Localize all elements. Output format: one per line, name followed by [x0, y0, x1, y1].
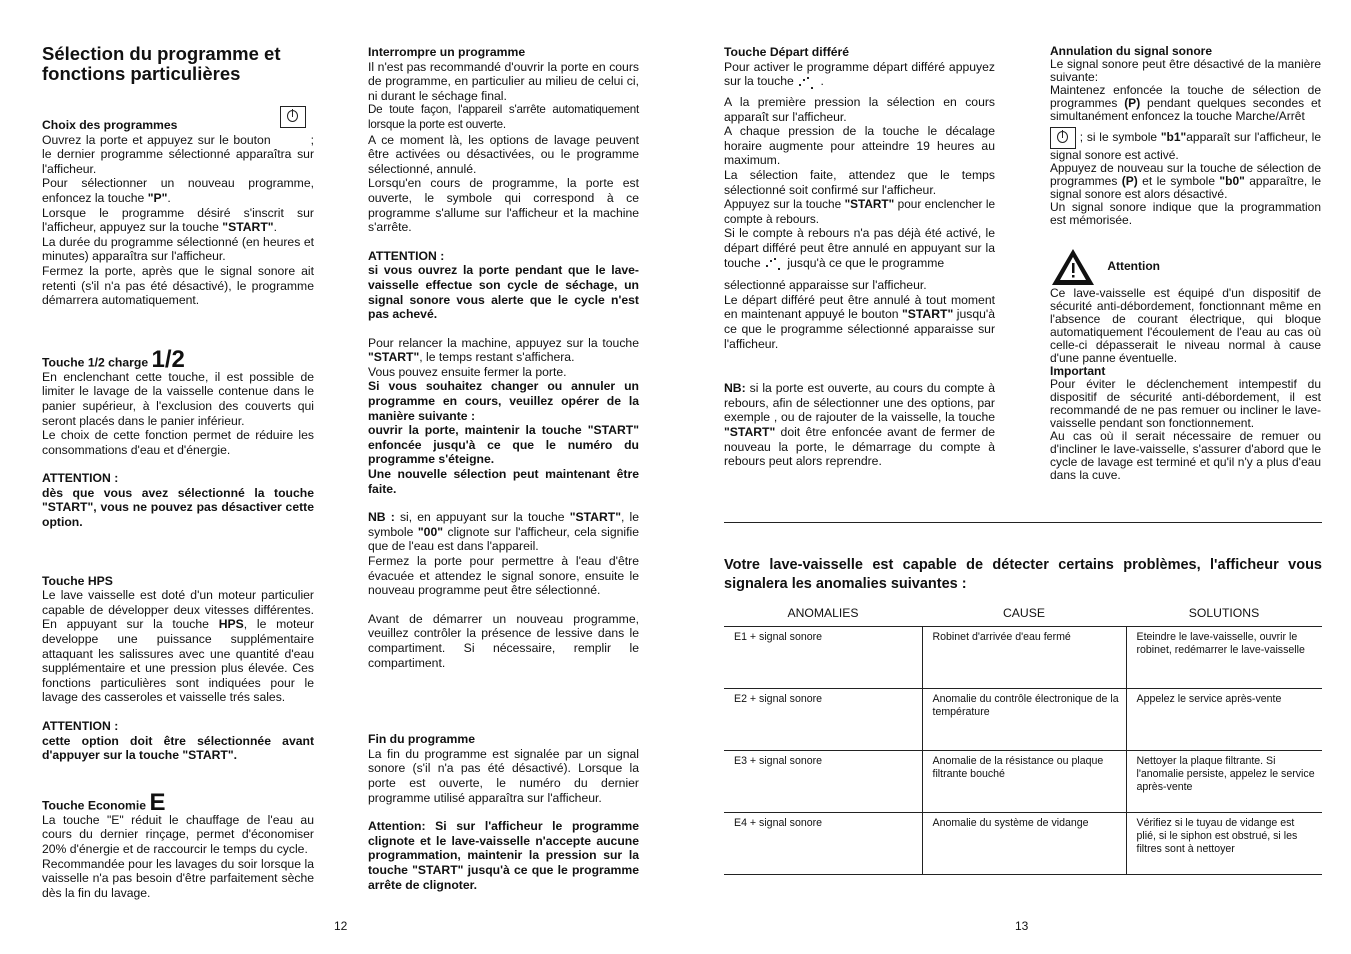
choix-paragraph-4: La durée du programme sélectionné (en heures et minutes) apparaîtra sur l'afficheur. [42, 234, 314, 264]
interrompre-paragraph-1: Il n'est pas recommandé d'ouvrir la porte en cours de programme, en particulier au milieu de celui ci, ni durant le séchage final. [368, 59, 639, 103]
table-row [724, 813, 1322, 875]
depart-paragraph-7: sélectionné apparaisse sur l'afficheur. [724, 278, 927, 293]
economie-paragraph-1: La touche "E" réduit le chauffage de l'eau au cours du dernier rinçage, permet d'économiser 20% d'énergie et de raccourcir le temps du cycle. [42, 812, 314, 856]
demi-charge-paragraph-1: En enclenchant cette touche, il est possible de limiter le lavage de la vaisselle contenue dans le panier supérieur, à l'exclusion des couverts qui seront placés dans le panier inférieur. [42, 369, 314, 428]
header-cause: CAUSE [1003, 606, 1045, 620]
table-cell: E4 + signal sonore [724, 813, 922, 875]
annulation-heading: Annulation du signal sonore [1050, 44, 1212, 58]
delay-start-icon-2 [764, 256, 784, 270]
annulation-paragraph-1: Le signal sonore peut être désactivé de la manière suivante: [1050, 57, 1321, 84]
depart-heading: Touche Départ différé [724, 45, 850, 59]
anomalies-table [724, 626, 1322, 875]
depart-paragraph-5: Appuyez sur la touche "START" pour enclencher le compte à rebours. [724, 197, 995, 226]
table-cell: E2 + signal sonore [724, 689, 922, 751]
economy-e-icon: E [149, 788, 166, 816]
anomalies-title: Votre lave-vaisselle est capable de détecter certains problèmes, l'afficheur vous signalera les anomalies suivantes : [724, 557, 1322, 592]
hps-paragraph: Le lave vaisselle est doté d'un moteur particulier capable de développer deux vitesses différentes. En appuyant sur la touche HPS, le moteur developpe une puissance supplémentaire attaquant les salissures avec une quantité d'eau supplémentaire et une pression plus élevée. Ces fonctions particulières sont indiquées pour le lavage des casseroles et vaisselle trés sales. [42, 588, 314, 705]
annulation-paragraph-4: Appuyez de nouveau sur la touche de sélection de programmes (P) et le symbole "b0" apparaître, le signal sonore est alors désactivé. [1050, 161, 1322, 201]
table-cell: Anomalie du système de vidange [922, 813, 1126, 875]
interrompre-paragraph-3: A ce moment là, les options de lavage peuvent être activées ou désactivées, ou le programme sélectionné, annulé. [368, 132, 639, 176]
right-column-2 [1050, 45, 1321, 482]
page-title: Sélection du programme et fonctions particulières [42, 43, 281, 84]
demi-charge-paragraph-2: Le choix de cette fonction permet de réduire les consommations d'eau et d'énergie. [42, 428, 314, 457]
delay-start-icon [797, 75, 817, 89]
warning-paragraph-1: Ce lave-vaisselle est équipé d'un dispositif de sécurité anti-débordement, fonctionnant même en l'absence de courant électrique, qui bloque automatiquement l'écoulement de l'eau au cas où celle-ci dépasserait le niveau normal à cause d'une panne éventuelle. [1050, 286, 1321, 365]
depart-paragraph-2: A la première pression la sélection en cours apparaît sur l'afficheur. [724, 94, 995, 124]
warning-paragraph-3: Au cas où il serait nécessaire de remuer ou d'incliner le lave-vaisselle, s'assurer d'abord que le cycle de lavage est terminé et qu'il n'y a plus d'eau dans la cuve. [1050, 429, 1321, 482]
fin-paragraph: La fin du programme est signalée par un signal sonore (s'il n'a pas été désactivé). Lorsque la porte est ouverte, le numéro du dernier programme utilisé apparaîtra sur l'afficheur. [368, 746, 639, 805]
annulation-paragraph-2: Maintenez enfoncée la touche de sélection de programmes (P) pendant quelques secondes et simultanément enfoncez la touche Marche/Arrêt [1050, 83, 1321, 123]
choix-heading: Choix des programmes [42, 118, 178, 132]
table-cell: Anomalie du contrôle électronique de la température [922, 689, 1126, 751]
table-cell: Robinet d'arrivée d'eau fermé [922, 627, 1126, 689]
economie-heading: Touche Economie E [42, 788, 166, 816]
attention-3-text: si vous ouvrez la porte pendant que le lave-vaisselle effectue son cycle de séchage, un signal sonore vous alerte que le cycle n'est pas achevé. [368, 263, 639, 322]
annulation-paragraph-3: ; si le symbole "b1"apparaît sur l'afficheur, le signal sonore est activé. [1050, 127, 1321, 162]
page-number-left: 12 [334, 919, 348, 933]
header-solutions: SOLUTIONS [1188, 606, 1260, 620]
hps-heading: Touche HPS [42, 573, 113, 588]
depart-paragraph-3: A chaque pression de la touche le décalage horaire augmente pour atteindre 19 heures au maximum. [724, 124, 995, 168]
changer-paragraph-3: Une nouvelle sélection peut maintenant être faite. [368, 467, 639, 496]
economie-paragraph-2: Recommandée pour les lavages du soir lorsque la vaisselle n'a pas besoin d'être parfaitement sèche dès la fin du lavage. [42, 856, 314, 900]
depart-paragraph-4: La sélection faite, attendez que le temps sélectionné soit confirmé sur l'afficheur. [724, 167, 995, 197]
warning-heading-row: Attention [1050, 247, 1321, 287]
table-cell: Vérifiez si le tuyau de vidange est plié, si le siphon est obstrué, si les filtres sont à nettoyer [1126, 813, 1322, 875]
changer-paragraph-2: ouvrir la porte, maintenir la touche "START" enfoncée jusqu'à ce que le numéro du programme s'éteigne. [368, 423, 639, 467]
left-column-1 [42, 44, 314, 900]
choix-paragraph-2: Pour sélectionner un nouveau programme, enfoncez la touche "P". [42, 176, 314, 205]
attention-1-heading: ATTENTION : [42, 471, 119, 486]
depart-paragraph-1: Pour activer le programme départ différé appuyez sur la touche . [724, 59, 995, 89]
depart-paragraph-8: Le départ différé peut être annulé à tout moment en maintenant appuyé le bouton "START" jusqu'à ce que le programme sélectionné apparaisse sur l'afficheur. [724, 292, 995, 351]
right-column-1 [724, 45, 995, 469]
choix-paragraph-1: Ouvrez la porte et appuyez sur le bouton ; le dernier programme sélectionné apparaîtra sur l'afficheur. [42, 132, 314, 176]
table-cell: Eteindre le lave-vaisselle, ouvrir le robinet, redémarrer le lave-vaisselle [1126, 627, 1322, 689]
interrompre-paragraph-4: Lorsqu'en cours de programme, la porte est ouverte, le symbole qui correspond à ce programme s'allume sur l'afficheur et la machine s'arrête. [368, 176, 639, 235]
annulation-paragraph-5: Un signal sonore indique que la programmation est mémorisée. [1050, 200, 1321, 227]
fin-heading: Fin du programme [368, 732, 475, 747]
table-cell: E1 + signal sonore [724, 627, 922, 689]
choix-paragraph-5: Fermez la porte, après que le signal sonore ait retenti (s'il n'a pas été désactivé), le programme démarrera automatiquement. [42, 263, 314, 308]
page-number-right: 13 [1015, 919, 1029, 933]
nb2-paragraph: NB: si la porte est ouverte, au cours du compte à rebours, afin de sélectionner une des options, par exemple , ou de rajouter de la vaisselle, la touche "START" doit être enfoncée avant de fermer de nouveau la porte, le démarrage du compte à rebours peut alors reprendre. [724, 381, 995, 469]
table-cell: Nettoyer la plaque filtrante. Si l'anomalie persiste, appelez le service après-vente [1126, 751, 1322, 813]
table-cell: Anomalie de la résistance ou plaque filtrante bouché [922, 751, 1126, 813]
important-heading: Important [1050, 364, 1106, 378]
choix-paragraph-3: Lorsque le programme désiré s'inscrit sur l'afficheur, appuyez sur la touche "START". [42, 205, 314, 235]
table-row [724, 751, 1322, 813]
table-row [724, 627, 1322, 689]
attention-2-text: cette option doit être sélectionnée avant d'appuyer sur la touche "START". [42, 733, 314, 763]
relancer-paragraph: Pour relancer la machine, appuyez sur la touche "START", le temps restant s'affichera. [368, 335, 639, 365]
interrompre-paragraph-2: De toute façon, l'appareil s'arrête automatiquement lorsque la porte est ouverte. [368, 103, 639, 131]
attention-2-heading: ATTENTION : [42, 719, 119, 733]
attention-4-text: Attention: Si sur l'afficheur le programme clignote et le lave-vaisselle n'accepte aucune programmation, maintenir la pression sur la touche "START" jusqu'à ce que le programme arrête de clignoter. [368, 819, 639, 892]
power-button-icon-2 [1050, 127, 1076, 149]
depart-paragraph-6: Si le compte à rebours n'a pas déjà été activé, le départ différé peut être annulé en appuyant sur la touche jusqu'à ce que le programme [724, 226, 995, 270]
avant-paragraph: Avant de démarrer un nouveau programme, veuillez contrôler la présence de lessive dans le compartiment. Si nécessaire, remplir le compartiment. [368, 611, 639, 670]
warning-paragraph-2: Pour éviter le déclenchement intempestif du dispositif de sécurité anti-débordement, il est recommandé de ne pas remuer ou incliner le lave-vaisselle pendant son fonctionnement. [1050, 377, 1321, 430]
warning-triangle-icon [1050, 247, 1096, 287]
header-anomalies: ANOMALIES [787, 606, 859, 620]
table-cell: Appelez le service après-vente [1126, 689, 1322, 751]
interrompre-heading: Interrompre un programme [368, 45, 526, 59]
relancer-paragraph-2: Vous pouvez ensuite fermer la porte. [368, 364, 567, 379]
attention-3-heading: ATTENTION : [368, 248, 445, 263]
table-cell: E3 + signal sonore [724, 751, 922, 813]
nb-paragraph: NB : si, en appuyant sur la touche "START", le symbole "00" clignote sur l'afficheur, cela signifie que de l'eau est dans l'appareil. [368, 510, 639, 554]
changer-paragraph-1: Si vous souhaitez changer ou annuler un programme en cours, veuillez opérer de la manière suivante : [368, 379, 639, 423]
table-row [724, 689, 1322, 751]
attention-1-text: dès que vous avez sélectionné la touche "START", vous ne pouvez pas désactiver cette option. [42, 485, 314, 530]
left-column-2 [368, 45, 639, 892]
half-load-icon: 1/2 [151, 345, 185, 373]
power-button-icon [280, 106, 306, 128]
demi-charge-heading: Touche 1/2 charge 1/2 [42, 345, 185, 373]
nb-paragraph-2: Fermez la porte pour permettre à l'eau d'être évacuée et attendez le signal sonore, ensuite le nouveau programme peut être sélectionné. [368, 554, 639, 598]
section-divider [724, 522, 1322, 523]
